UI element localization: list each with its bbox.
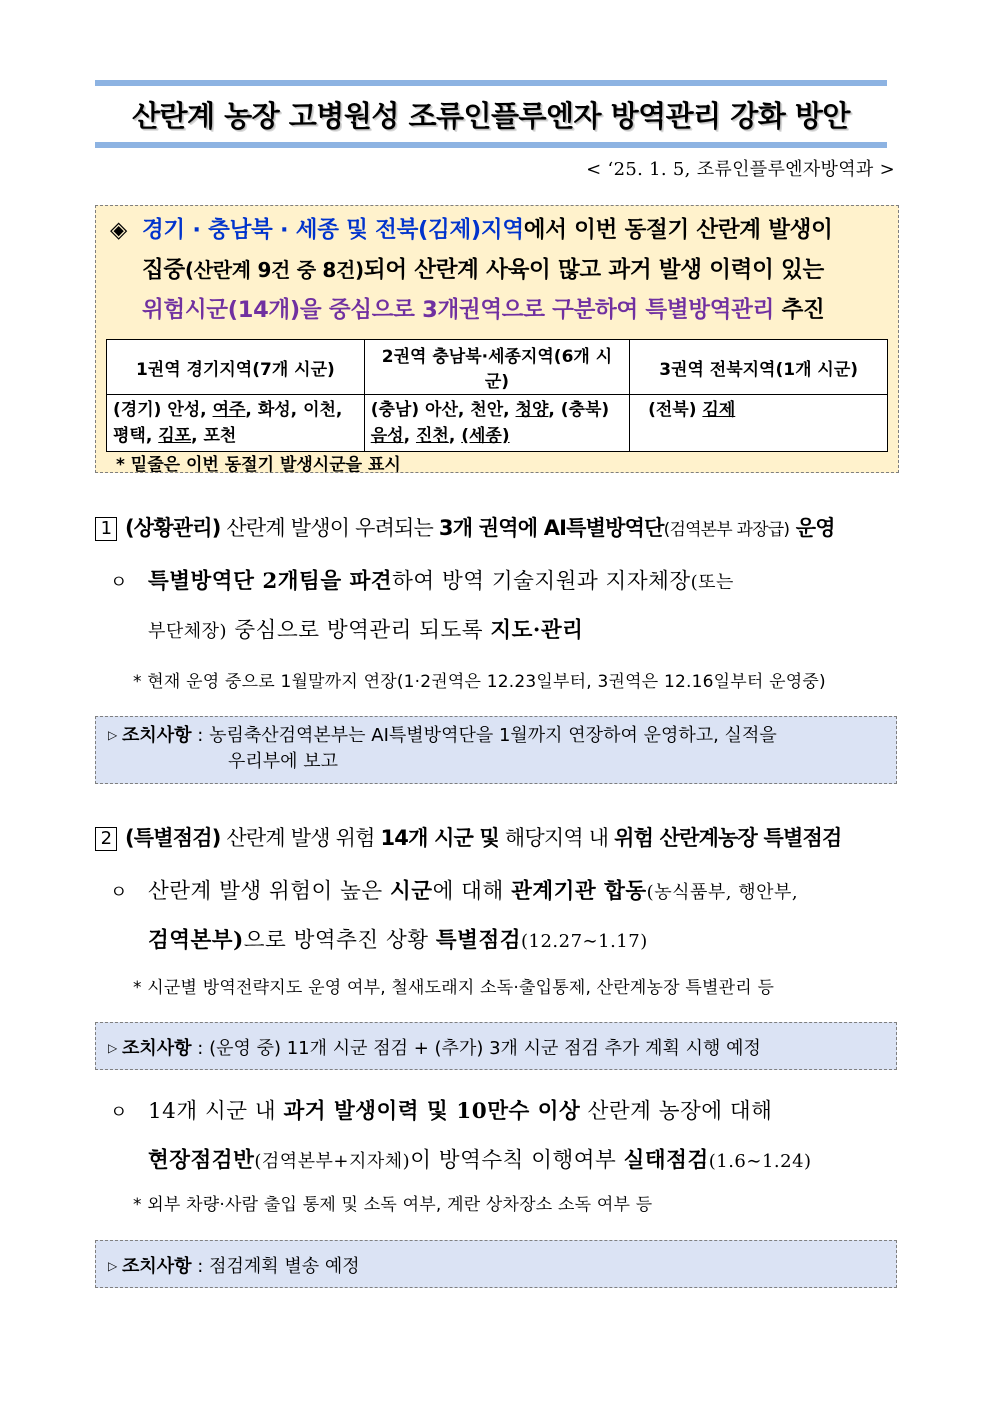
region-city: 진천 [415,426,449,446]
section1-head-c: 3개 권역에 AI특별방역단 [438,516,664,540]
section1-head-d: (검역본부 과장급) [663,520,790,540]
triangle-right-icon: ▷ [108,1259,118,1273]
region2-header: 2권역 충남북·세종지역(6개 시군) [364,340,630,395]
section2-bullet2-cont [110,1137,898,1186]
region-city: (세종) [461,426,510,446]
section1-bullet-bold2: 지도·관리 [490,618,584,643]
region-city: 안성 [167,400,201,420]
region-city: 김제 [702,400,736,420]
summary-line-2 [110,250,890,290]
region2-prefix2: (충북) [560,400,610,420]
section2-b2-small1: (검역본부+지자체) [254,1151,411,1172]
section1-bullet-text1: 하여 방역 기술지원과 지자체장 [392,569,691,594]
section2-b2-text2: 산란계 농장에 대해 [580,1099,773,1124]
region-city: 천안 [470,400,504,420]
section2-heading [95,822,841,852]
section2-b1-bold2: 관계기관 합동 [511,879,647,904]
section2-number: 2 [95,827,117,851]
section2-bullet1 [110,868,898,966]
region-city: 청양 [515,400,549,420]
section1-action-line1 [108,721,896,747]
section2-b2-bold1: 과거 발생이력 및 10만수 이상 [283,1099,581,1124]
section2-action2-label: 조치사항 [122,1256,192,1277]
section1-number: 1 [95,517,117,541]
section2-b2-small2: (1.6∼1.24) [708,1151,812,1172]
summary-line-1 [110,210,890,250]
section1-heading [95,512,835,542]
section1-bullet-small1: (또는 [690,572,734,593]
section1-action-text2: 우리부에 보고 [228,751,339,772]
summary-regions: 경기 · 충남북 · 세종 및 전북(김제)지역 [142,217,524,243]
section1-bullet-cont [110,607,898,656]
circle-bullet-icon: ㅇ [110,882,128,903]
regions-table [106,339,888,452]
section1-bullet-small2: 부단체장) [148,621,228,642]
region-city: 평택 [113,426,146,446]
region-city: 화성 [257,400,291,420]
section2-head-d: 해당지역 내 [499,826,615,850]
section2-b2-text3: 이 방역수칙 이행여부 [410,1148,624,1173]
section1-action-text1: : 농림축산검역본부는 AI특별방역단을 1월까지 연장하여 운영하고, 실적을 [191,725,777,746]
summary-line2-small: (산란계 9건 중 8건) [184,258,364,282]
section2-b1-bold3: 검역본부) [148,928,244,953]
region-city: 포천 [203,426,237,446]
region-city: 아산 [425,400,458,420]
summary-line2-a: 집중 [142,257,185,283]
section2-bullet1-cont [110,917,898,966]
regions-body-row [107,395,888,452]
section2-action2-text: : 점검계획 별송 예정 [191,1256,360,1277]
triangle-right-icon: ▷ [108,1041,118,1055]
section1-note: * 현재 운영 중으로 1월말까지 연장(1·2권역은 12.23일부터, 3권역은 12.16일부터 운영중) [133,672,826,692]
region3-header: 3권역 전북지역(1개 시군) [630,340,888,395]
regions-header-row [107,340,888,395]
summary-note: * 밑줄은 이번 동절기 발생시군을 표시 [116,455,401,475]
region1-header: 1권역 경기지역(7개 시군) [107,340,365,395]
triangle-right-icon: ▷ [108,728,118,742]
region3-prefix: (전북) [648,400,703,420]
section2-note2: * 외부 차량·사람 출입 통제 및 소독 여부, 계란 상차장소 소독 여부 등 [133,1195,653,1215]
circle-bullet-icon: ㅇ [110,1102,128,1123]
section2-b2-bold2: 현장점검반 [148,1148,255,1173]
section1-action-box [95,716,897,784]
summary-line1-rest: 에서 이번 동절기 산란계 발생이 [523,217,833,243]
section1-head-a: (상황관리) [125,516,221,540]
section2-head-e: 위험 산란계농장 특별점검 [614,826,842,850]
region-city: 이천 [303,400,336,420]
section2-head-c: 14개 시군 및 [380,826,500,850]
section1-head-b: 산란계 발생이 우려되는 [220,516,439,540]
region-city: 김포 [158,426,192,446]
section2-head-a: (특별점검) [125,826,221,850]
section2-bullet2 [110,1088,898,1186]
region2-prefix1: (충남) [370,400,426,420]
section1-bullet-bold1: 특별방역단 2개팀을 파견 [148,569,393,594]
region3-cell [630,395,888,452]
section2-b1-bold4: 특별점검 [435,928,521,953]
region1-prefix: (경기) [113,400,168,420]
page-title: 산란계 농장 고병원성 조류인플루엔자 방역관리 강화 방안 [132,98,850,133]
section1-head-e: 운영 [789,516,835,540]
dateline: < ‘25. 1. 5, 조류인플루엔자방역과 > [586,159,895,180]
region1-cell: (경기) 안성, 여주, 화성, 이천, 평택, 김포, 포천 [107,395,365,452]
section2-action1-text: : (운영 중) 11개 시군 점검 + (추가) 3개 시군 점검 추가 계획 시행 예정 [191,1038,761,1059]
summary-text [110,210,890,330]
section2-note1: * 시군별 방역전략지도 운영 여부, 철새도래지 소독·출입통제, 산란계농장 특별관리 등 [133,978,775,998]
summary-line2-b: 되어 산란계 사육이 많고 과거 발생 이력이 있는 [363,257,824,283]
section2-b1-text3: 으로 방역추진 상황 [243,928,436,953]
region-city: 음성 [370,426,404,446]
section2-b2-bold3: 실태점검 [623,1148,709,1173]
section1-bullet-text2: 중심으로 방역관리 되도록 [227,618,491,643]
section2-b1-text2: 에 대해 [432,879,512,904]
section2-b1-small1: (농식품부, 행안부, [646,882,799,903]
section2-b1-bold1: 시군 [390,879,433,904]
summary-line3-rest: 추진 [781,297,825,323]
summary-box [95,205,899,473]
diamond-icon: ◈ [110,217,128,243]
section2-head-b: 산란계 발생 위험 [220,826,381,850]
section2-b2-text1: 14개 시군 내 [148,1099,284,1124]
summary-line3-purple: 위험시군(14개)을 중심으로 3개권역으로 구분하여 특별방역관리 [142,297,775,323]
circle-bullet-icon: ㅇ [110,572,128,593]
section1-bullet [110,558,898,656]
region2-cell: (충남) 아산, 천안, 청양, (충북) 음성, 진천, (세종) [364,395,630,452]
region-city: 여주 [212,400,246,420]
title-block [95,80,887,148]
section1-action-label: 조치사항 [122,725,192,746]
section2-action1-box [95,1022,897,1070]
summary-line-3 [110,290,890,330]
section2-b1-small2: (12.27∼1.17) [520,931,648,952]
section2-action2-box [95,1240,897,1288]
section2-action1-label: 조치사항 [122,1038,192,1059]
title-bottom-bar [95,142,887,148]
section2-b1-text1: 산란계 발생 위험이 높은 [148,879,391,904]
